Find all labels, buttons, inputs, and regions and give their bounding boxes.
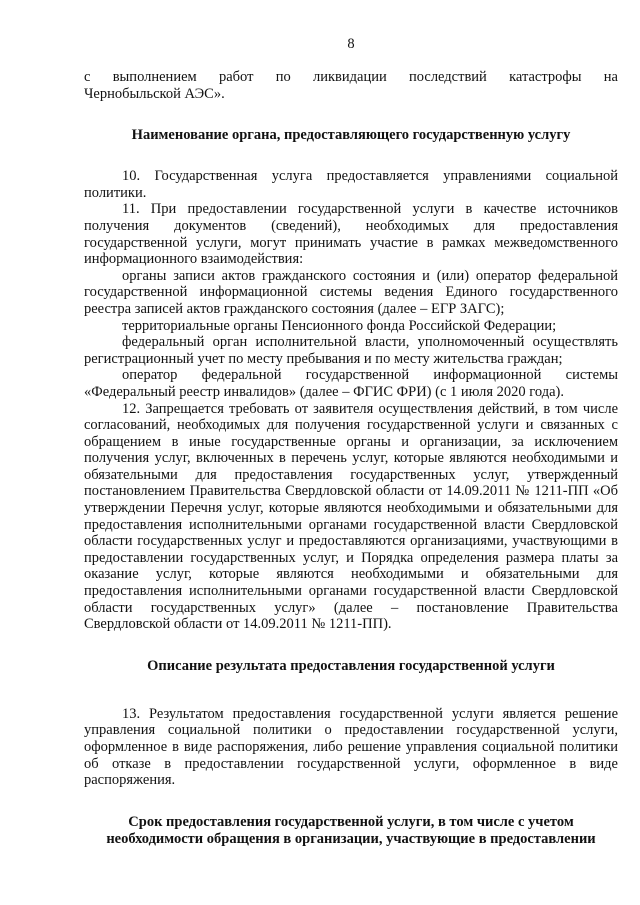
- paragraph-11-item-pension-fund: территориальные органы Пенсионного фонда Российской Федерации;: [122, 317, 557, 334]
- section-heading-term: [84, 814, 618, 848]
- intro-line-2: Чернобыльской АЭС».: [84, 85, 225, 102]
- section-body-result: [84, 706, 618, 789]
- paragraph-13: 13. Результатом предоставления государственной услуги является решение управления социальной политики о предоставлении государственной услуги, оформленное в виде распоряжения, либо решение управления социальной политики об отказе в предоставлении государственной услуги, оформленное в виде распоряжения.: [84, 705, 618, 789]
- section-heading-term-line-1: Срок предоставления государственной услуги, в том числе с учетом: [128, 813, 574, 830]
- section-heading-term-line-2: необходимости обращения в организации, участвующие в предоставлении: [106, 830, 596, 847]
- paragraph-11: 11. При предоставлении государственной услуги в качестве источников получения документов (сведений), необходимых для предоставления государственной услуги, могут принимать участие в рамках межведомственного информационного взаимодействия:: [84, 201, 618, 268]
- section-heading-authority: Наименование органа, предоставляющего государственную услугу: [131, 127, 571, 144]
- paragraph-11-item-fgis-fri: оператор федеральной государственной информационной системы «Федеральный реестр инвалидов» (далее – ФГИС ФРИ) (с 1 июля 2020 года).: [84, 367, 618, 400]
- paragraph-11-item-zags: органы записи актов гражданского состояния и (или) оператор федеральной государственной информационной системы ведения Единого государственного реестра записей актов гражданского состояния (далее – ЕГР ЗАГС);: [84, 267, 618, 317]
- section-body-authority: [84, 168, 618, 633]
- page-number: 8: [347, 36, 355, 52]
- paragraph-12: 12. Запрещается требовать от заявителя осуществления действий, в том числе согласований, необходимых для получения государственной услуги и связанных с обращением в иные государственные органы и организации, за исключением получения услуг, включенных в перечень услуг, которые являются необходимыми и обязательными для предоставления государственных услуг, утвержденный постановлением Правительства Свердловской области от 14.09.2011 № 1211-ПП «Об утверждении Перечня услуг, которые являются необходимыми и обязательными для предоставления исполнительными органами государственной власти Свердловской области государственных услуг и предоставляются организациями, участвующими в предоставлении государственных услуг, и Порядка определения размера платы за оказание услуг, которые являются необходимыми и обязательными для предоставления исполнительными органами государственной власти Свердловской области государственных услуг» (далее – постановление Правительства Свердловской области от 14.09.2011 № 1211-ПП).: [84, 400, 618, 633]
- section-heading-result: Описание результата предоставления государственной услуги: [147, 657, 555, 674]
- paragraph-10: 10. Государственная услуга предоставляется управлениями социальной политики.: [84, 168, 618, 201]
- paragraph-11-item-registration: федеральный орган исполнительной власти, уполномоченный осуществлять регистрационный учет по месту пребывания и по месту жительства граждан;: [84, 334, 618, 367]
- document-page: [84, 34, 618, 848]
- intro-line-1: с выполнением работ по ликвидации последствий катастрофы на: [84, 69, 618, 85]
